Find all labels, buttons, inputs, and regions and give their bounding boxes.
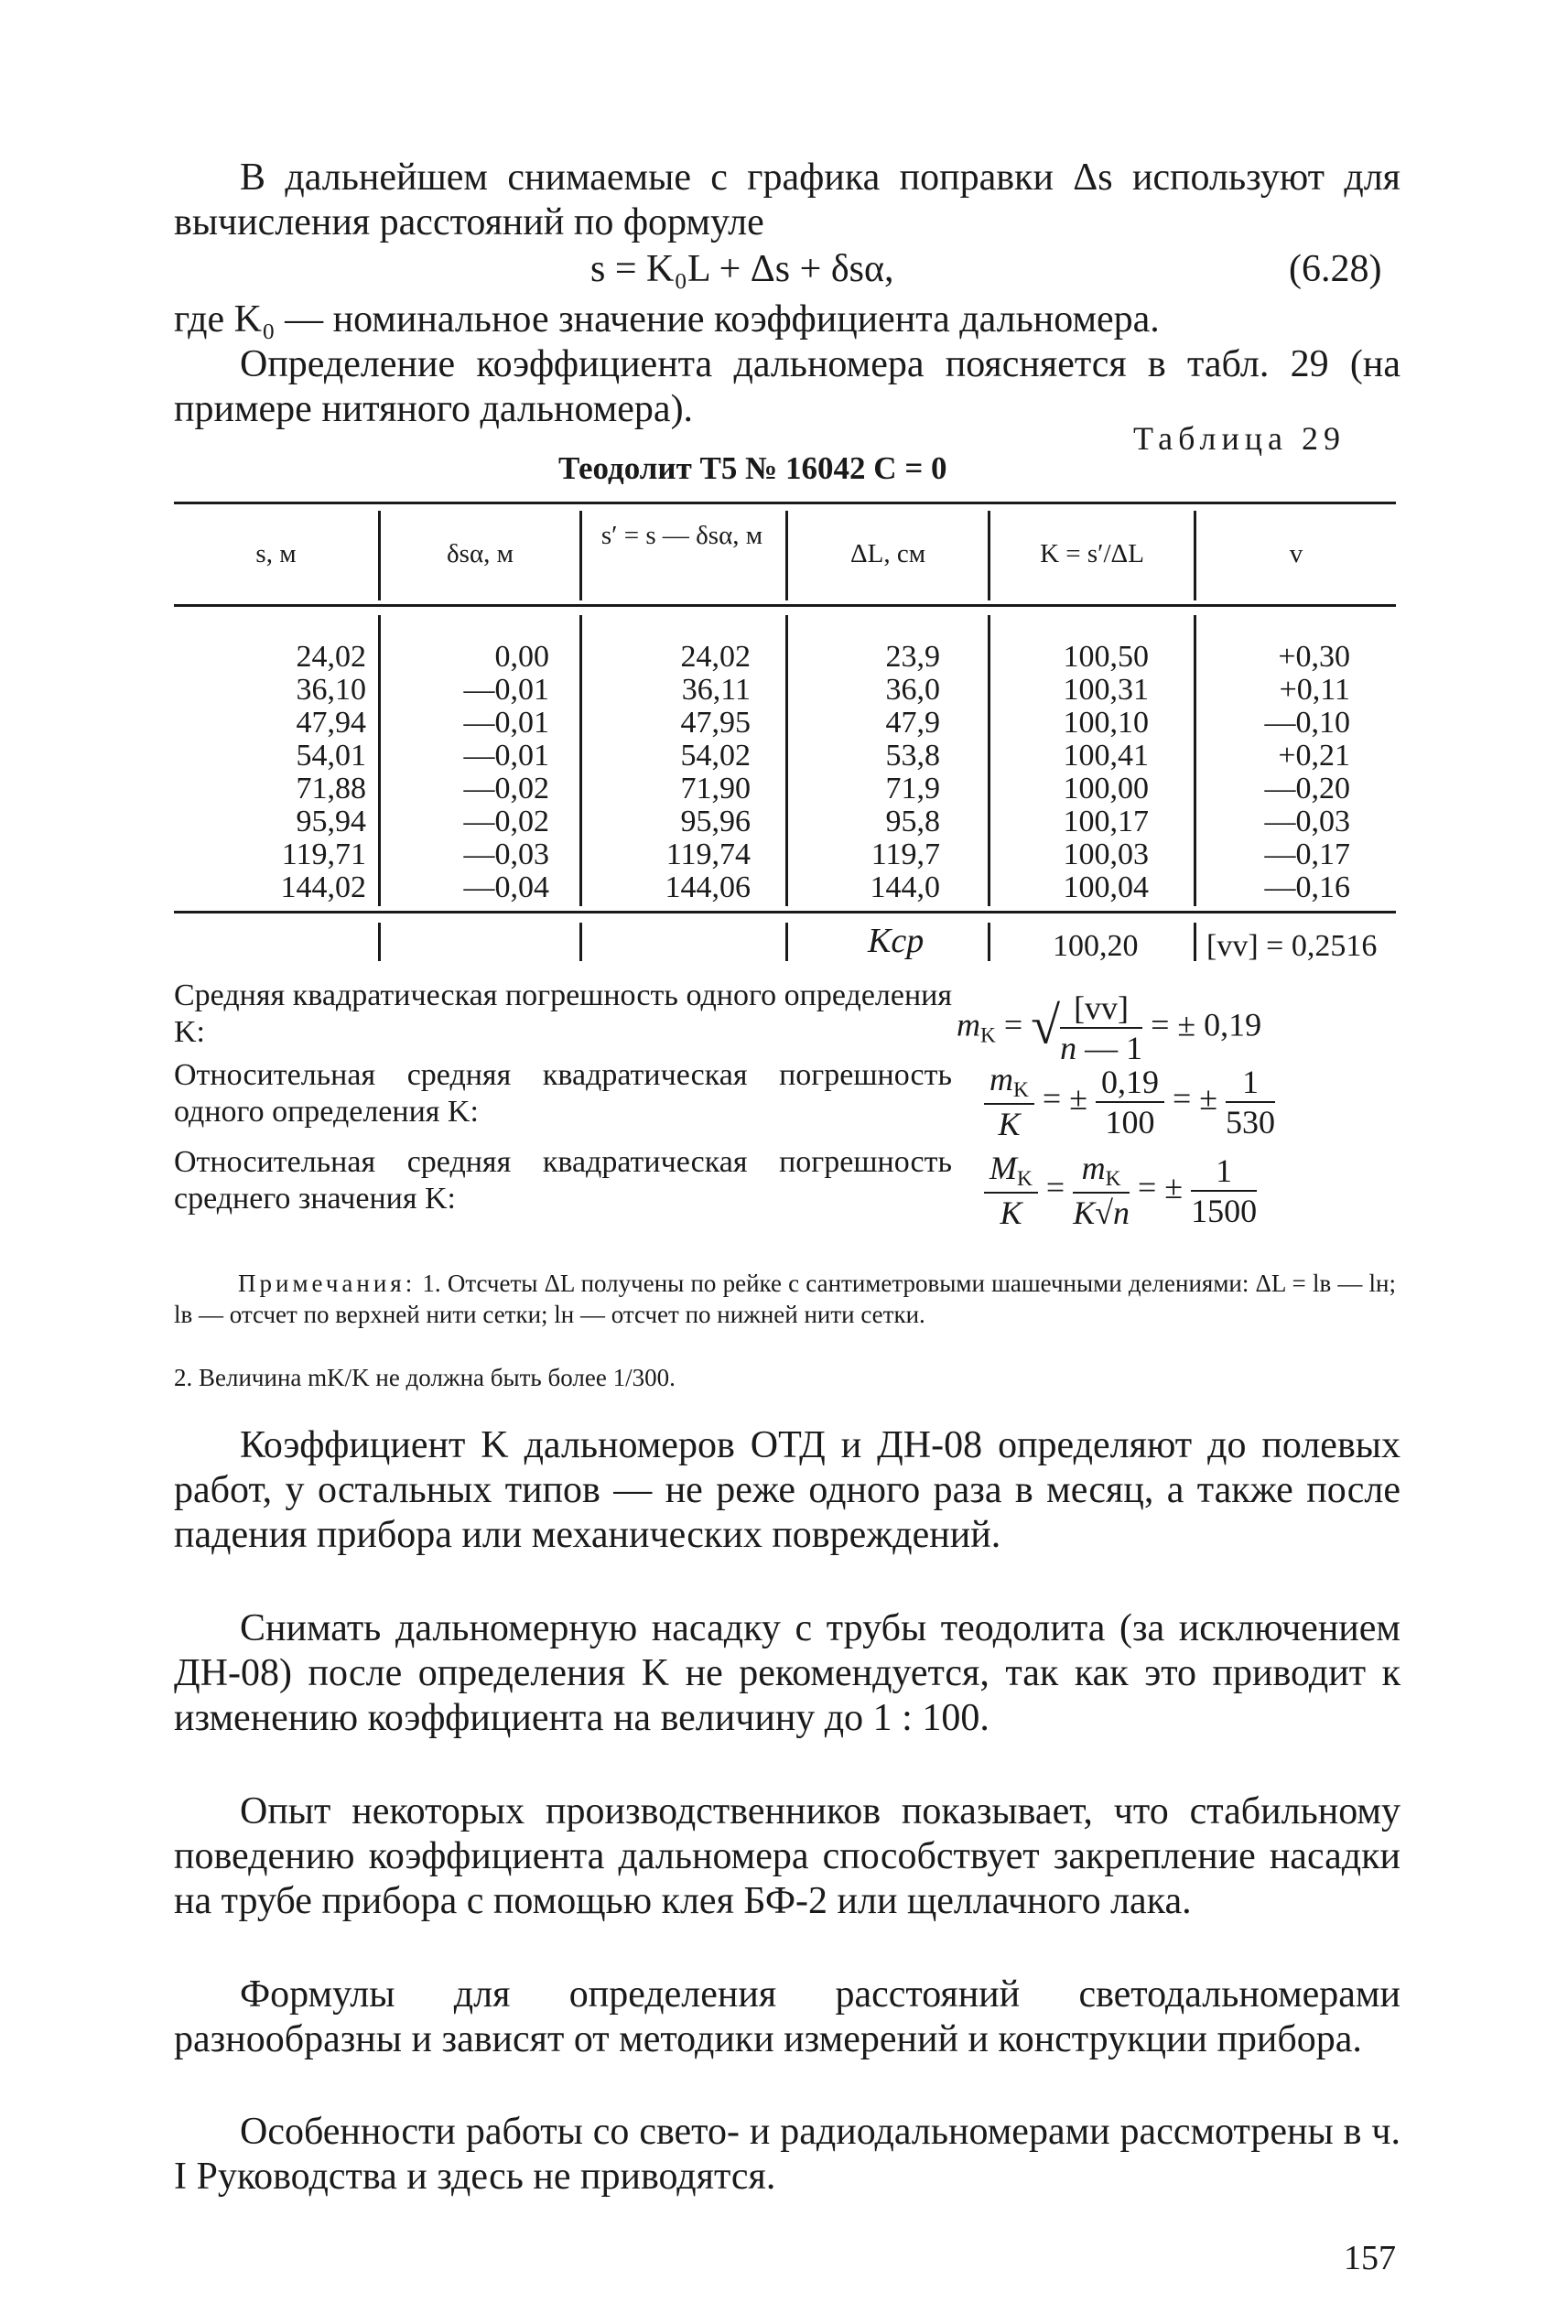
- header-k: K = s′/ΔL: [1040, 539, 1144, 568]
- note-label: Примечания:: [238, 1270, 416, 1297]
- header-delta-l: ΔL, см: [849, 539, 926, 568]
- table-cell: 144,06: [665, 870, 751, 904]
- column-v: [1199, 641, 1350, 904]
- table-cell: +0,30: [1278, 640, 1350, 674]
- col-divider: [785, 923, 788, 961]
- table-cell: 24,02: [680, 640, 751, 674]
- note-text-1: 1. Отсчеты ΔL получены по рейке с сантиметровыми шашечными делениями: ΔL = lв — lн; lв — отсчет по верхней нити сетки; lн — отсчет по нижней нити сетки.: [174, 1270, 1396, 1328]
- table-reference-paragraph: Определение коэффициента дальномера поясняется в табл. 29 (на примере нитяного дальномера).: [174, 343, 1400, 430]
- table-note-2: 2. Величина mK/K не должна быть более 1/300.: [174, 1364, 676, 1391]
- table-cell: 119,7: [871, 838, 940, 871]
- table-cell: 95,8: [885, 805, 940, 838]
- col-divider: [1194, 923, 1196, 961]
- table-cell: 100,04: [1063, 870, 1149, 904]
- header-delta-s: δsα, м: [447, 539, 514, 568]
- table-cell: —0,02: [463, 772, 549, 805]
- column-s-prime: [586, 641, 751, 904]
- table-cell: —0,04: [463, 870, 549, 904]
- table-cell: —0,03: [1264, 805, 1350, 838]
- kcp-label: Kср: [868, 922, 925, 960]
- table-cell: —0,02: [463, 805, 549, 838]
- table-cell: —0,10: [1264, 706, 1350, 740]
- k0-definition: где K₀ — номинальное значение коэффициента дальномера.: [174, 298, 1160, 340]
- table-cell: 100,03: [1063, 838, 1149, 871]
- table-cell: 100,41: [1063, 739, 1149, 773]
- table-cell: 71,88: [296, 772, 366, 805]
- table-cell: 100,50: [1063, 640, 1149, 674]
- error-2-formula: $\frac{m_K}{K}$ = ± $\frac{0,19}{100}$ = ± $\frac{1}{530}$: [984, 1060, 1275, 1143]
- table-cell: 36,0: [885, 673, 940, 707]
- body-paragraph-5: Особенности работы со свето- и радиодальномерами рассмотрены в ч. I Руководства и здесь не приводятся.: [174, 2111, 1400, 2198]
- table-cell: 54,01: [296, 739, 366, 773]
- table-cell: —0,16: [1264, 870, 1350, 904]
- table-cell: —0,17: [1264, 838, 1350, 871]
- table-cell: —0,03: [463, 838, 549, 871]
- formula-number: (6.28): [1289, 248, 1382, 290]
- table-cell: 47,95: [680, 706, 751, 740]
- error-2-text: Относительная средняя квадратическая погрешность одного определения K:: [174, 1058, 952, 1129]
- page-number: 157: [1344, 2239, 1396, 2277]
- col-divider: [579, 511, 582, 600]
- error-3-formula: $\frac{M_K}{K}$ = $\frac{m_K}{K√n}$ = ± $\frac{1}{1500}$: [984, 1149, 1257, 1232]
- table-cell: 100,31: [1063, 673, 1149, 707]
- body-paragraph-2: Снимать дальномерную насадку с трубы теодолита (за исключением ДН-08) после определения K не рекомендуется, так как это приводит к изменению коэффициента на величину до 1 : 100.: [174, 1607, 1400, 1739]
- table-header-rule: [174, 604, 1396, 607]
- col-divider: [1194, 615, 1196, 906]
- col-divider: [579, 923, 582, 961]
- header-s: s, м: [255, 539, 297, 568]
- table-cell: —0,01: [463, 739, 549, 773]
- table-title: Теодолит Т5 № 16042 C = 0: [558, 450, 947, 486]
- table-label: Таблица 29: [1133, 420, 1346, 457]
- intro-paragraph: В дальнейшем снимаемые с графика поправки Δs используют для вычисления расстояний по формуле: [174, 157, 1400, 243]
- table-cell: 24,02: [296, 640, 366, 674]
- body-paragraph-4: Формулы для определения расстояний светодальномерами разнообразны и зависят от методики измерений и конструкции прибора.: [174, 1973, 1400, 2060]
- column-s: [174, 641, 366, 904]
- table-cell: 0,00: [494, 640, 549, 674]
- error-1-formula: $m_K$ = √ $\frac{[vv]}{n — 1}$ = ± 0,19: [957, 989, 1262, 1066]
- column-delta-s: [384, 641, 549, 904]
- error-3-text: Относительная средняя квадратическая погрешность среднего значения K:: [174, 1145, 952, 1216]
- table-cell: 47,9: [885, 706, 940, 740]
- table-top-rule: [174, 502, 1396, 504]
- table-cell: —0,20: [1264, 772, 1350, 805]
- table-bottom-rule: [174, 911, 1396, 913]
- table-cell: 144,0: [870, 870, 940, 904]
- kcp-value: 100,20: [1053, 929, 1139, 963]
- body-paragraph-1: Коэффициент K дальномеров ОТД и ДН-08 определяют до полевых работ, у остальных типов — не реже одного раза в месяц, а также после падения прибора или механических повреждений.: [174, 1424, 1400, 1556]
- table-cell: 119,71: [281, 838, 366, 871]
- table-cell: 71,9: [885, 772, 940, 805]
- formula-6-28: s = K₀L + Δs + δsα,: [590, 248, 894, 290]
- table-note: [174, 1268, 1396, 1330]
- error-1-text: Средняя квадратическая погрешность одного определения K:: [174, 978, 952, 1049]
- table-cell: 53,8: [885, 739, 940, 773]
- table-cell: 100,17: [1063, 805, 1149, 838]
- table-cell: 95,94: [296, 805, 366, 838]
- col-divider: [785, 615, 788, 906]
- table-cell: 54,02: [680, 739, 751, 773]
- table-cell: +0,11: [1279, 673, 1350, 707]
- table-cell: —0,01: [463, 673, 549, 707]
- column-delta-l: [789, 641, 940, 904]
- column-k: [993, 641, 1149, 904]
- header-s-prime: s′ = s — δsα, м: [600, 521, 763, 550]
- col-divider: [988, 615, 990, 906]
- col-divider: [378, 923, 381, 961]
- table-cell: 119,74: [665, 838, 751, 871]
- table-cell: 36,10: [296, 673, 366, 707]
- table-cell: 144,02: [280, 870, 366, 904]
- table-cell: 47,94: [296, 706, 366, 740]
- table-cell: 71,90: [680, 772, 751, 805]
- table-cell: 100,00: [1063, 772, 1149, 805]
- table-cell: 23,9: [885, 640, 940, 674]
- col-divider: [579, 615, 582, 906]
- table-cell: 36,11: [681, 673, 751, 707]
- header-v: v: [1289, 539, 1303, 568]
- body-paragraph-3: Опыт некоторых производственников показывает, что стабильному поведению коэффициента дальномера способствует закрепление насадки на трубе прибора с помощью клея БФ-2 или щеллачного лака.: [174, 1790, 1400, 1922]
- table-cell: 100,10: [1063, 706, 1149, 740]
- table-cell: —0,01: [463, 706, 549, 740]
- table-cell: +0,21: [1278, 739, 1350, 773]
- col-divider: [988, 923, 990, 961]
- table-cell: 95,96: [680, 805, 751, 838]
- col-divider: [378, 615, 381, 906]
- vv-sum: [vv] = 0,2516: [1206, 929, 1378, 963]
